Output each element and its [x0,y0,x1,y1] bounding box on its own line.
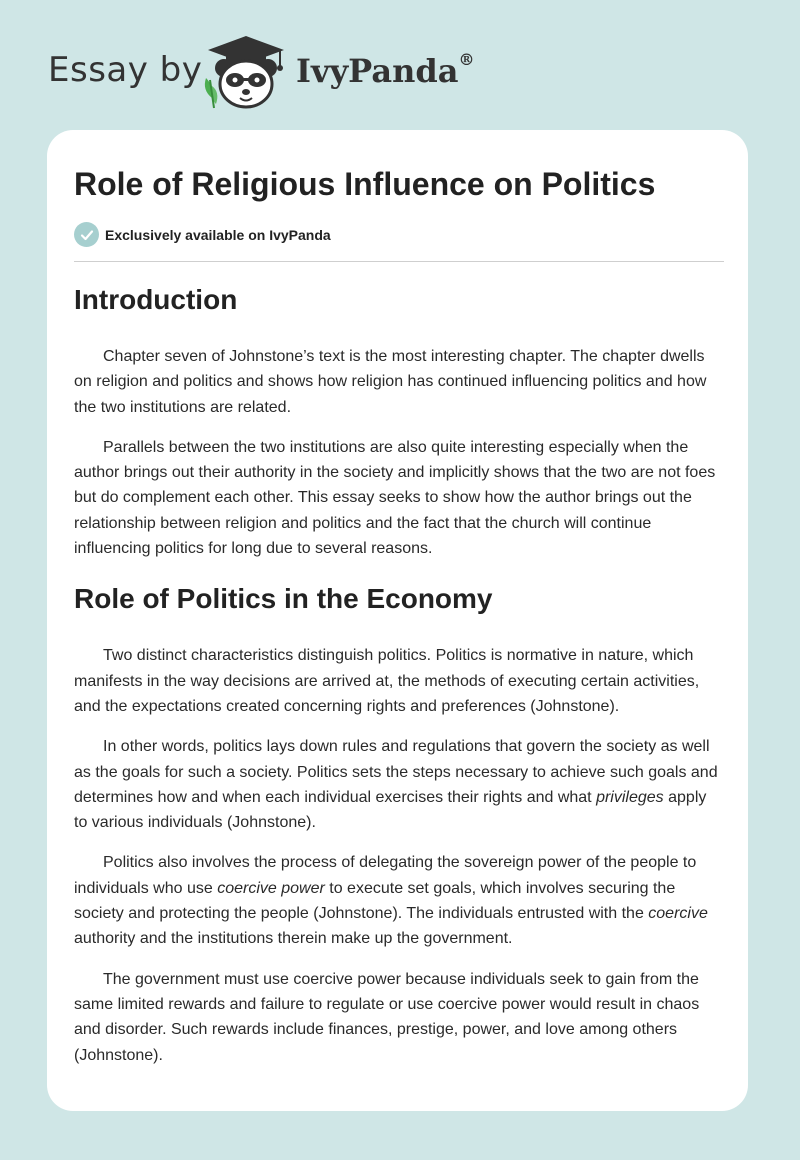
paragraph: Chapter seven of Johnstone’s text is the most interesting chapter. The chapter dwells on religion and politics and shows how religion has continued influencing politics and how the two institutions are related. [74,348,707,416]
check-circle-icon [74,222,99,247]
essay-by-label: Essay by [48,50,203,90]
emphasis: privileges [596,788,664,806]
emphasis: coercive power [217,879,325,897]
essay-card [47,130,748,1111]
text-run: In other words, politics lays down rules and regulations that govern the society as well as the goals for such a society. Politics sets the steps necessary to achieve such goals and determines how and when each individual exercises their rights and what [74,738,718,806]
page-title: Role of Religious Influence on Politics [74,166,656,202]
text-run: apply to various individuals (Johnstone). [74,788,707,832]
paragraph: Two distinct characteristics distinguish politics. Politics is normative in nature, which manifests in the way decisions are arrived at, the methods of executing certain activities, and the expectations created concerning rights and preferences (Johnstone). [74,647,700,715]
brand-name[interactable] [296,52,474,90]
divider [74,261,724,262]
text-run: to execute set goals, which involves securing the society and protecting the people (Johnstone). The individuals entrusted with the [74,879,676,923]
essay-body [74,282,724,1083]
exclusive-badge-label: Exclusively available on IvyPanda [105,226,331,243]
paragraph [74,734,724,835]
text-run: Politics also involves the process of delegating the sovereign power of the people to individuals who use [74,854,697,897]
site-header [0,0,800,130]
brand-name-text: IvyPanda [296,52,459,90]
section-heading-introduction: Introduction [74,284,238,315]
paragraph: Parallels between the two institutions are also quite interesting especially when the author brings out their authority in the society and implicitly shows that the two are not foes but do complement each other. This essay seeks to show how the author brings out the relationship between religion and politics and the fact that the church will continue influencing politics for long due to several reasons. [74,438,716,558]
section-heading-politics-economy: Role of Politics in the Economy [74,583,493,615]
trademark-symbol: ® [458,50,475,69]
emphasis: coercive [648,905,708,923]
ivypanda-logo-icon[interactable] [200,34,292,110]
paragraph: The government must use coercive power because individuals seek to gain from the same limited rewards and failure to regulate or use coercive power would result in chaos and disorder. Such rewards include finances, prestige, power, and love among others (Johnstone). [74,970,700,1064]
exclusive-badge [74,222,331,247]
text-run: authority and the institutions therein make up the government. [74,930,513,948]
paragraph [74,850,724,951]
